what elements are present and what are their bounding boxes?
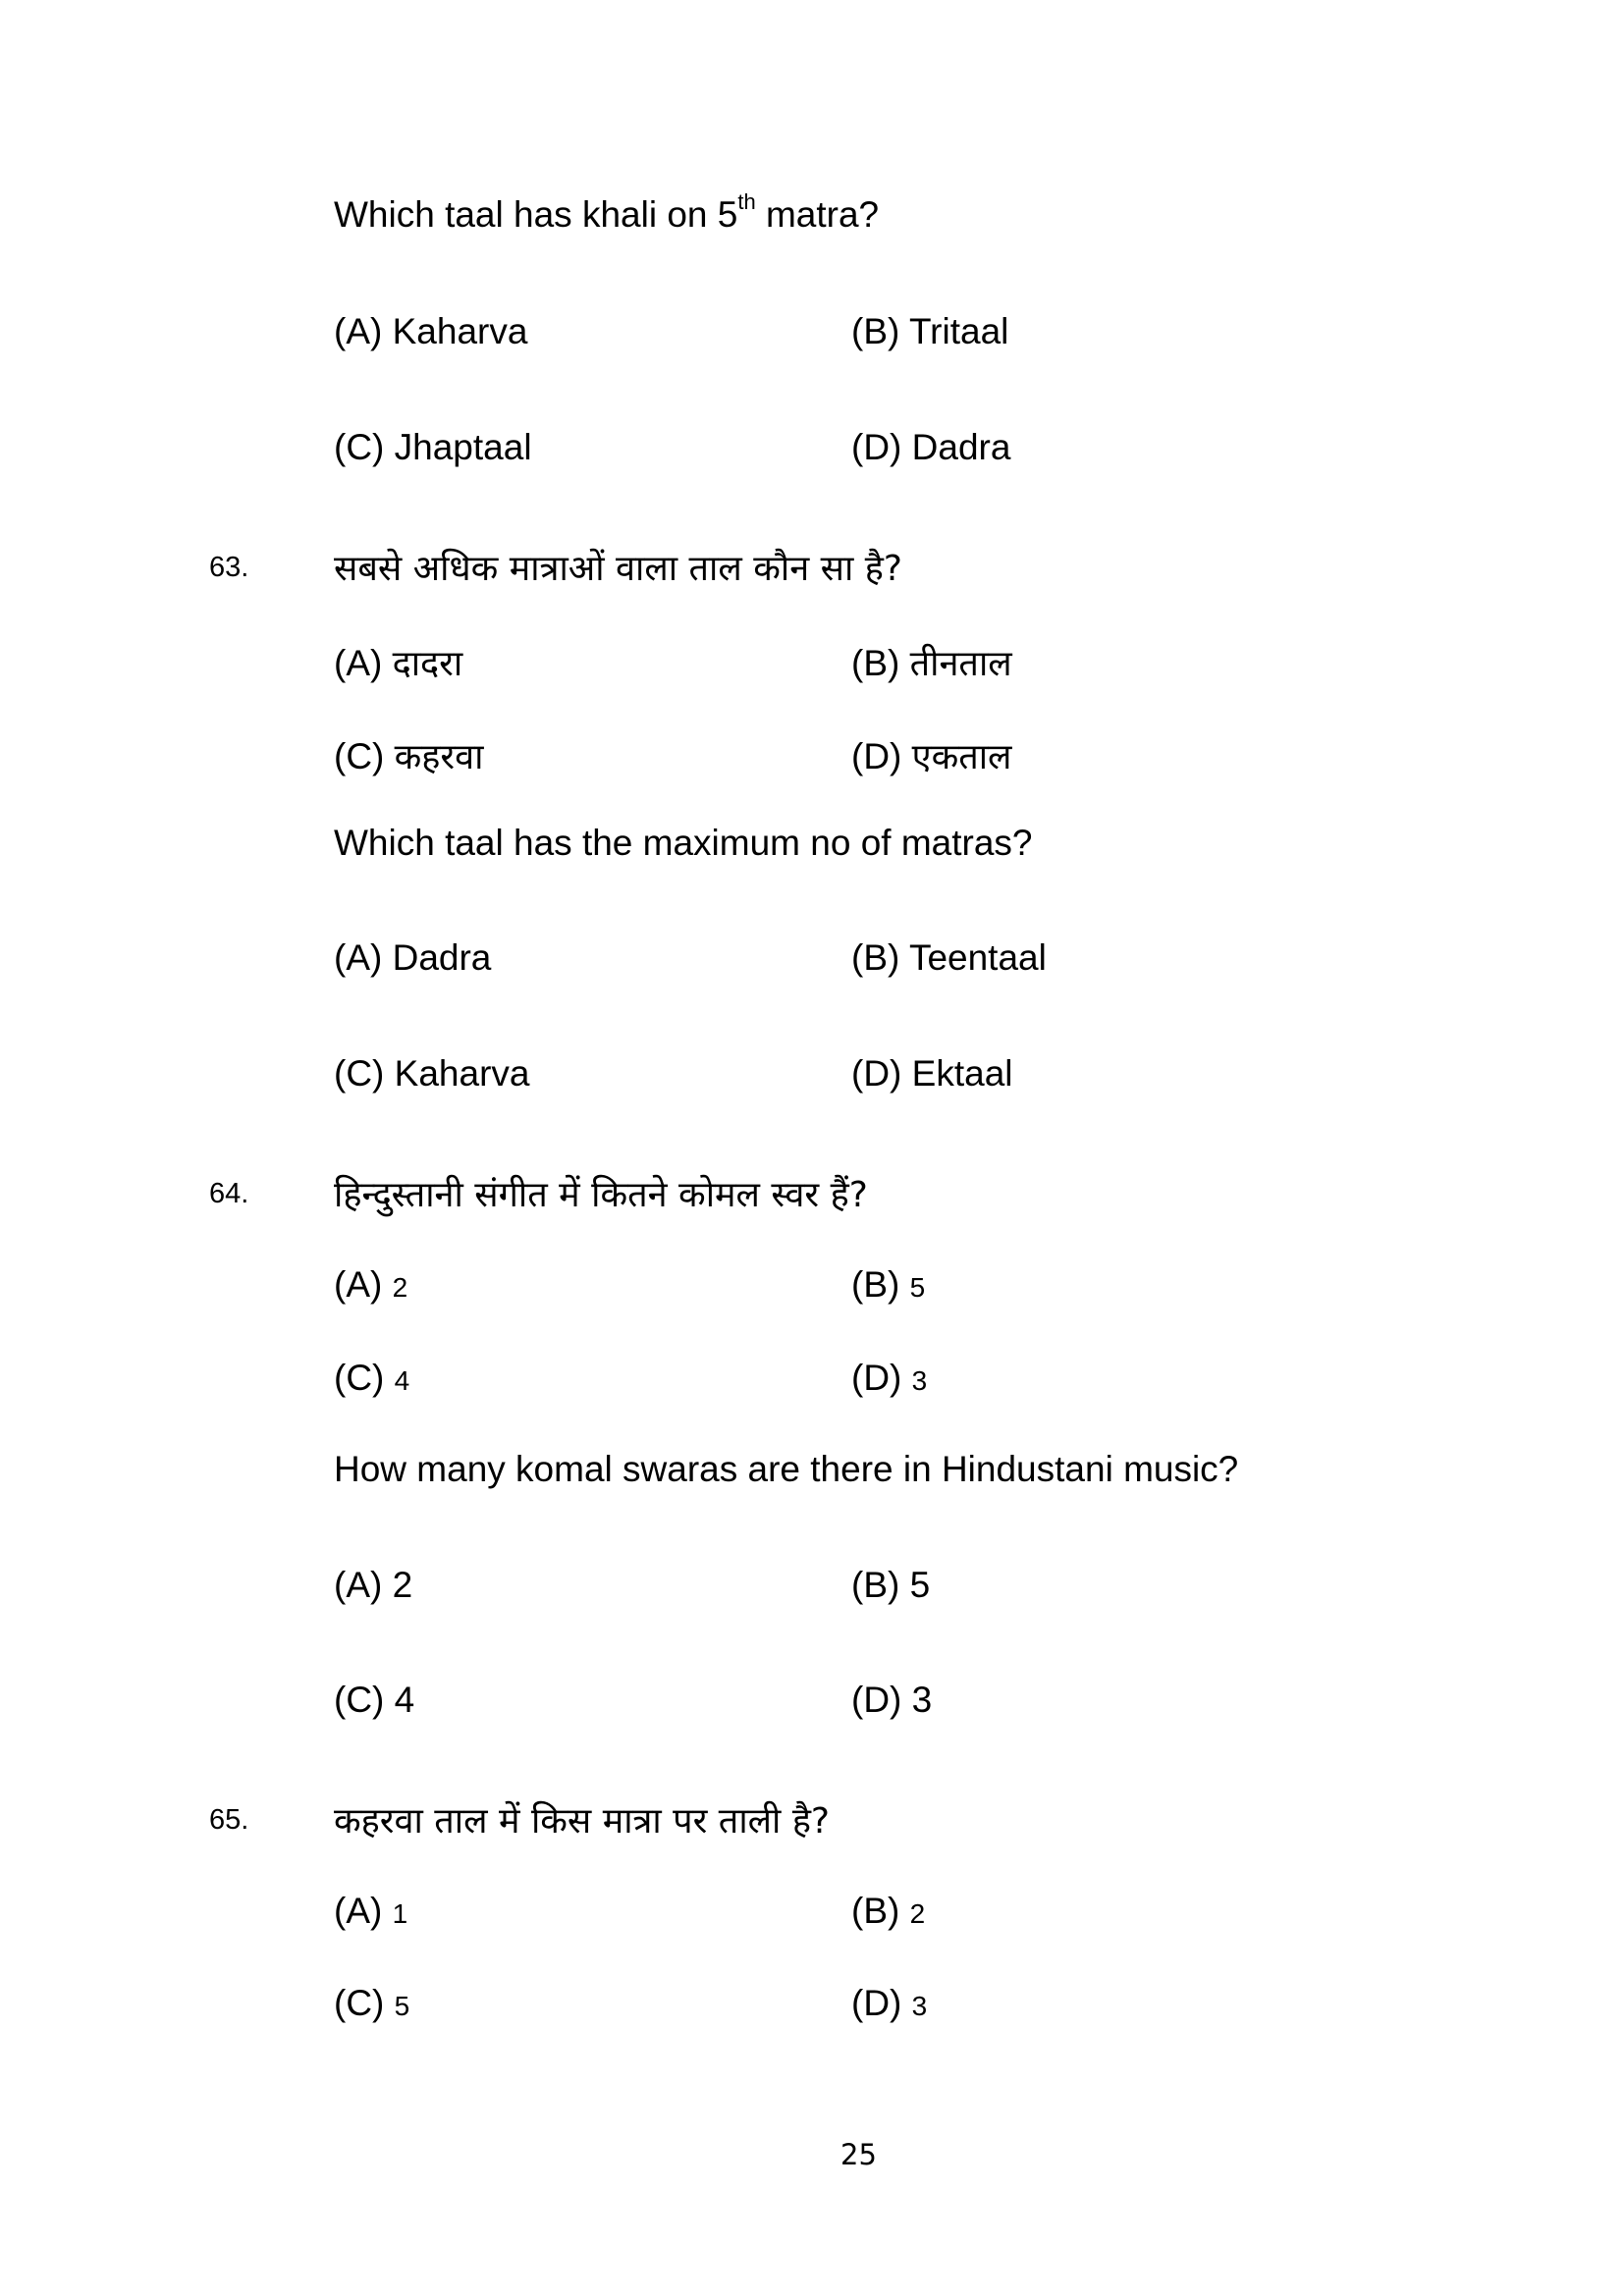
q65-hindi-option-d <box>851 1983 927 2024</box>
q63-english-option-a <box>334 937 491 979</box>
option-label: (D) <box>851 736 912 776</box>
option-label: (A) <box>334 643 393 683</box>
q63-english-option-b <box>851 937 1047 979</box>
q63-english-option-d <box>851 1053 1013 1095</box>
q65-hindi-option-b <box>851 1891 925 1932</box>
q63-number: 63. <box>209 552 249 583</box>
q63-hindi-option-c <box>334 731 483 779</box>
q64-hindi-option-b <box>851 1264 925 1306</box>
option-value: दादरा <box>392 644 463 684</box>
page-number: 25 <box>840 2138 877 2171</box>
q62-english-option-b <box>851 311 1008 352</box>
option-label: (C) <box>334 427 395 467</box>
option-value: Kaharva <box>394 1053 530 1094</box>
q62-english-text-after: matra? <box>755 194 880 235</box>
q64-hindi-option-a <box>334 1264 407 1306</box>
option-label: (D) <box>851 1680 912 1720</box>
option-value: 1 <box>392 1898 408 1929</box>
option-label: (A) <box>334 311 393 351</box>
option-label: (B) <box>851 1264 910 1305</box>
q63-english-question: Which taal has the maximum no of matras? <box>334 823 1033 863</box>
option-value: कहरवा <box>394 737 484 777</box>
option-label: (A) <box>334 1264 393 1305</box>
option-label: (B) <box>851 311 909 351</box>
q64-number: 64. <box>209 1178 249 1209</box>
option-value: Tritaal <box>908 311 1009 351</box>
q63-hindi-question: सबसे अधिक मात्राओं वाला ताल कौन सा है? <box>334 549 902 589</box>
q62-english-option-d <box>851 427 1010 468</box>
option-value: Kaharva <box>392 311 528 351</box>
option-value: 2 <box>392 1565 413 1605</box>
option-value: 2 <box>392 1272 408 1303</box>
q62-superscript: th <box>737 189 756 214</box>
q64-english-option-b <box>851 1565 930 1606</box>
option-label: (A) <box>334 937 393 978</box>
q63-hindi-option-a <box>334 638 462 686</box>
q64-hindi-option-c <box>334 1358 409 1399</box>
option-value: 5 <box>909 1565 931 1605</box>
option-label: (C) <box>334 1983 395 2023</box>
option-value: एकताल <box>911 737 1012 777</box>
q64-english-option-c <box>334 1680 414 1721</box>
option-value: 5 <box>394 1991 410 2021</box>
option-value: 3 <box>911 1680 933 1720</box>
q64-english-question: How many komal swaras are there in Hindustani music? <box>334 1449 1239 1489</box>
option-label: (B) <box>851 937 909 978</box>
option-value: 5 <box>909 1272 926 1303</box>
option-label: (D) <box>851 1983 912 2023</box>
option-value: Dadra <box>911 427 1011 467</box>
q64-english-option-a <box>334 1565 412 1606</box>
q64-english-option-d <box>851 1680 932 1721</box>
option-label: (B) <box>851 643 910 683</box>
option-value: 3 <box>911 1991 928 2021</box>
q62-english-question <box>334 189 880 236</box>
q65-hindi-question: कहरवा ताल में किस मात्रा पर ताली है? <box>334 1801 831 1842</box>
q64-hindi-option-d <box>851 1358 927 1399</box>
option-value: 4 <box>394 1365 410 1396</box>
option-value: 4 <box>394 1680 415 1720</box>
option-label: (C) <box>334 1358 395 1398</box>
q62-english-option-a <box>334 311 527 352</box>
q65-hindi-option-a <box>334 1891 407 1932</box>
q63-hindi-option-b <box>851 638 1012 686</box>
q64-hindi-question: हिन्दुस्तानी संगीत में कितने कोमल स्वर हैं? <box>334 1175 868 1215</box>
option-value: Jhaptaal <box>394 427 532 467</box>
option-value: Dadra <box>392 937 492 978</box>
q62-english-text-before: Which taal has khali on 5 <box>334 194 738 235</box>
option-label: (C) <box>334 1053 395 1094</box>
option-label: (C) <box>334 736 395 776</box>
q65-number: 65. <box>209 1804 249 1836</box>
q63-english-option-c <box>334 1053 529 1095</box>
option-label: (D) <box>851 427 912 467</box>
option-value: तीनताल <box>909 644 1012 684</box>
option-value: Ektaal <box>911 1053 1013 1094</box>
option-label: (B) <box>851 1891 910 1931</box>
option-label: (A) <box>334 1891 393 1931</box>
q65-hindi-option-c <box>334 1983 409 2024</box>
option-label: (D) <box>851 1053 912 1094</box>
option-value: 2 <box>909 1898 926 1929</box>
option-label: (D) <box>851 1358 912 1398</box>
option-label: (C) <box>334 1680 395 1720</box>
q62-english-option-c <box>334 427 532 468</box>
q63-hindi-option-d <box>851 731 1011 779</box>
option-label: (A) <box>334 1565 393 1605</box>
option-value: 3 <box>911 1365 928 1396</box>
option-value: Teentaal <box>908 937 1047 978</box>
option-label: (B) <box>851 1565 910 1605</box>
